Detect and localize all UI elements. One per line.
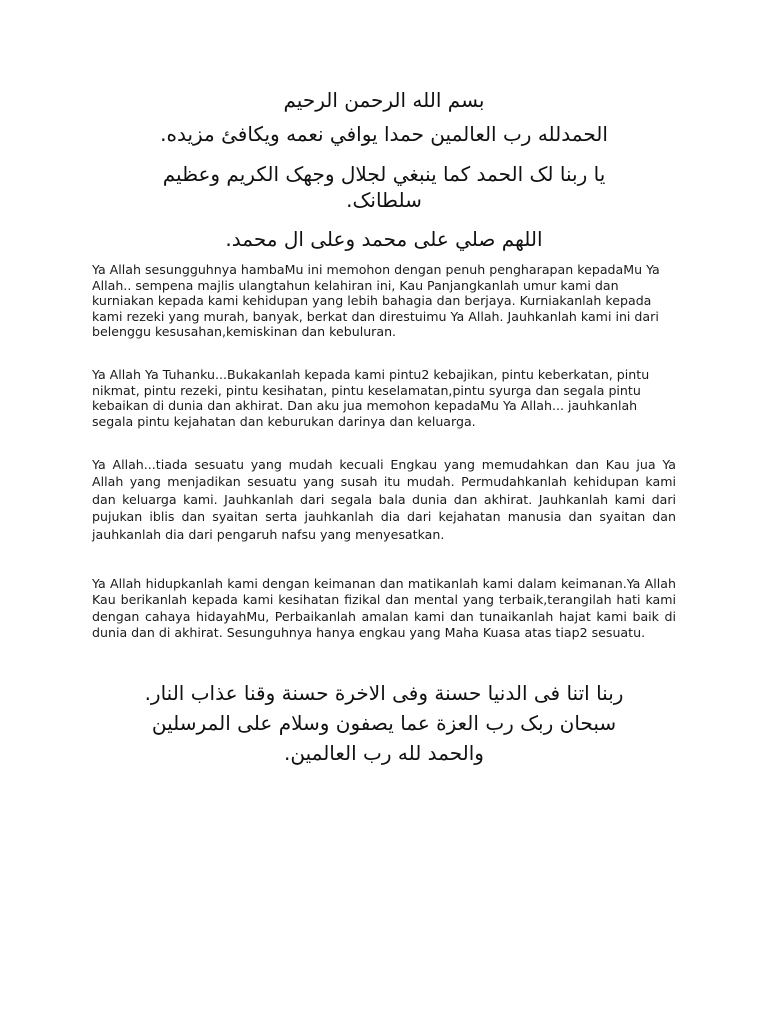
- closing-line-2: سبحان ربک رب العزة عما يصفون وسلام على المرسلين: [151, 711, 617, 735]
- closing-prayer: [60, 678, 708, 768]
- praise-line-continued: سلطانک.: [346, 188, 422, 212]
- salawat-line: اللهم صلي على محمد وعلى ال محمد.: [225, 227, 543, 251]
- praise-line: يا ربنا لک الحمد كما ينبغي لجلال وجهک الكريم وعظيم: [162, 162, 606, 186]
- prayer-paragraph-3: Ya Allah...tiada sesuatu yang mudah kecuali Engkau yang memudahkan dan Kau jua Ya Allah yang menjadikan sesuatu yang susah itu mudah. Permudahkanlah kehidupan kami dan keluarga kami. Jauhkanlah dari segala bala dunia dan akhirat. Jauhkanlah kami dari pujukan iblis dan syaitan serta jauhkanlah dia dari kejahatan manusia dan syaitan dan jauhkanlah dia dari pengaruh nafsu yang menyesatkan.: [92, 457, 676, 542]
- closing-line-3: والحمد لله رب العالمين.: [284, 741, 484, 765]
- prayer-paragraph-4: Ya Allah hidupkanlah kami dengan keimanan dan matikanlah kami dalam keimanan.Ya Allah Kau berikanlah kepada kami kesihatan fizikal dan mental yang terbaik,terangilah hati kami dengan cahaya hidayahMu, Perbaikanlah amalan kami dan tunaikanlah hajat kami baik di dunia dan di akhirat. Sesunguhnya hanya engkau yang Maha Kuasa atas tiap2 sesuatu.: [92, 576, 676, 641]
- closing-line-1: ربنا اتنا فى الدنيا حسنة وفى الاخرة حسنة وقنا عذاب النار.: [144, 681, 624, 705]
- hamdalah-line: الحمدلله رب العالمين حمدا يوافي نعمه ويكافئ مزيده.: [160, 122, 608, 146]
- basmala-heading: بسم الله الرحمن الرحيم: [283, 88, 485, 112]
- prayer-paragraph-1: Ya Allah sesungguhnya hambaMu ini memohon dengan penuh pengharapan kepadaMu Ya Allah.. sempena majlis ulangtahun kelahiran ini, Kau Panjangkanlah umur kami dan kurniakan kepada kami kehidupan yang lebih bahagia dan berjaya. Kurniakanlah kepada kami rezeki yang murah, banyak, berkat dan direstuimu Ya Allah. Jauhkanlah kami ini dari belenggu kesusahan,kemiskinan dan kebuluran.: [92, 262, 660, 340]
- prayer-paragraph-2: Ya Allah Ya Tuhanku...Bukakanlah kepada kami pintu2 kebajikan, pintu keberkatan, pintu nikmat, pintu rezeki, pintu kesihatan, pintu keselamatan,pintu syurga dan segala pintu kebaikan di dunia dan akhirat. Dan aku jua memohon kepadaMu Ya Allah... jauhkanlah segala pintu kejahatan dan keburukan darinya dan keluarga.: [92, 367, 650, 429]
